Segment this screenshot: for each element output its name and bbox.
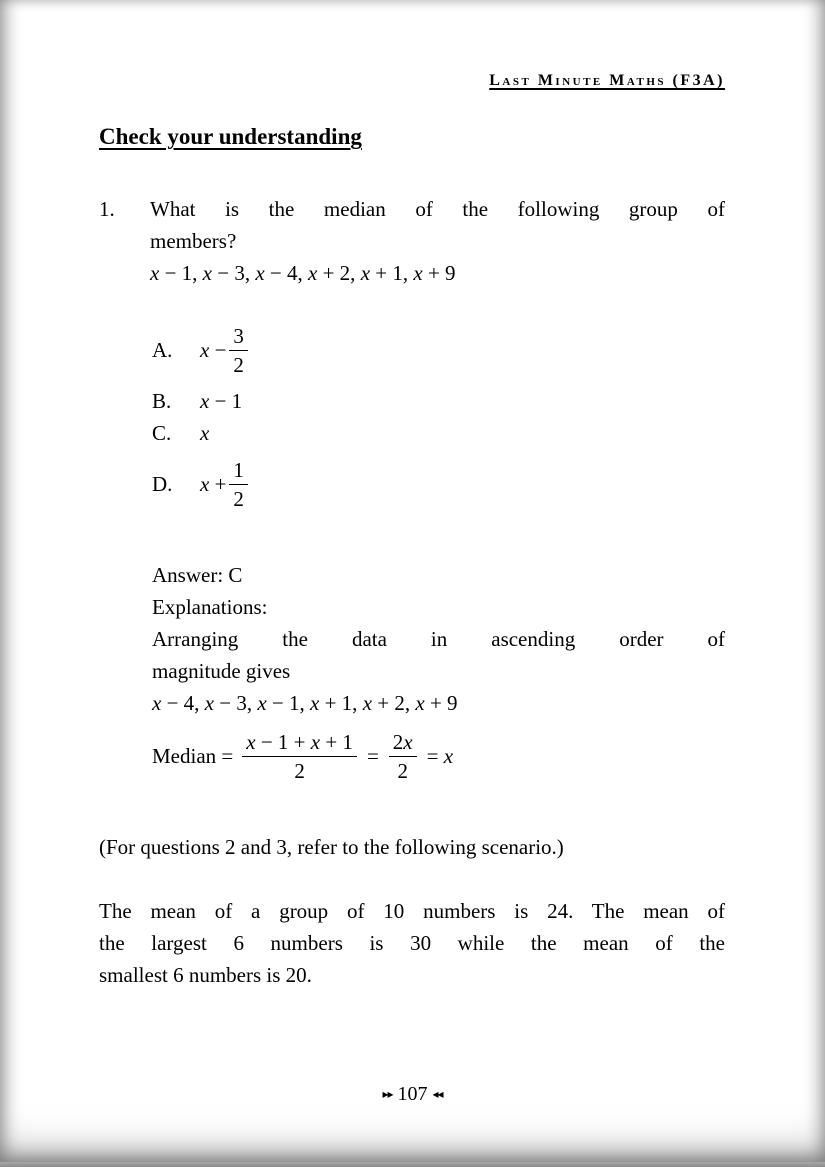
- fraction-denominator: 2: [233, 352, 244, 377]
- book-title: Last Minute Maths (F3A): [489, 72, 725, 89]
- fraction-numerator: x − 1 + x + 1: [242, 729, 357, 757]
- fraction-denominator: 2: [397, 758, 408, 783]
- fraction-numerator: 2x: [389, 729, 417, 757]
- question-data-line: x − 1, x − 3, x − 4, x + 2, x + 1, x + 9: [150, 261, 456, 285]
- option-b-label: B.: [152, 389, 172, 413]
- sorted-data-line: x − 4, x − 3, x − 1, x + 1, x + 2, x + 9: [152, 691, 458, 715]
- page-header: [99, 62, 725, 97]
- median-fraction-1: [242, 729, 357, 784]
- option-d: [152, 449, 725, 519]
- option-a-fraction: [229, 323, 248, 378]
- option-d-label: D.: [152, 472, 173, 496]
- option-d-fraction: [229, 457, 248, 512]
- page-footer: [0, 1078, 825, 1110]
- fraction-numerator: 3: [229, 323, 248, 351]
- option-a-expression: x −: [200, 338, 227, 362]
- back-arrows-icon: ◂◂: [432, 1087, 443, 1101]
- question-text-line-2: members?: [150, 229, 237, 253]
- option-c-label: C.: [152, 421, 172, 445]
- median-result: = x: [426, 744, 454, 768]
- median-equation: [152, 721, 725, 791]
- explanations-heading: Explanations:: [152, 595, 268, 619]
- question-text-line-1: What is the median of the following group of: [150, 197, 725, 221]
- scenario-line-2: the largest 6 numbers is 30 while the mean of the: [99, 931, 725, 955]
- median-fraction-2: [389, 729, 417, 784]
- answer-options: [152, 315, 725, 519]
- page-bottom-edge: [0, 1162, 825, 1167]
- option-a: [152, 315, 725, 385]
- explanation-line-1: Arranging the data in ascending order of: [152, 627, 725, 651]
- option-b-expression: x − 1: [200, 389, 243, 413]
- answer-line: Answer: C: [152, 563, 243, 587]
- fraction-denominator: 2: [294, 758, 305, 783]
- option-d-expression: x +: [200, 472, 227, 496]
- scenario-note: (For questions 2 and 3, refer to the following scenario.): [99, 835, 564, 859]
- median-label: Median =: [152, 744, 234, 768]
- page-number: 107: [397, 1083, 428, 1105]
- option-c: [152, 417, 725, 449]
- question-1: [99, 193, 725, 289]
- explanation-line-2: magnitude gives: [152, 659, 291, 683]
- equals-sign: =: [366, 744, 379, 768]
- section-title: Check your understanding: [99, 124, 362, 149]
- answer-section: [152, 559, 725, 791]
- scenario-line-1: The mean of a group of 10 numbers is 24. The mean of: [99, 899, 725, 923]
- fraction-denominator: 2: [233, 486, 244, 511]
- scenario-paragraph: [99, 895, 725, 991]
- fraction-numerator: 1: [229, 457, 248, 485]
- question-body: [150, 193, 725, 289]
- question-number: 1.: [99, 197, 115, 221]
- option-c-expression: x: [200, 421, 210, 445]
- forward-arrows-icon: ▸▸: [382, 1087, 393, 1101]
- option-b: [152, 385, 725, 417]
- scenario-line-3: smallest 6 numbers is 20.: [99, 963, 312, 987]
- option-a-label: A.: [152, 338, 173, 362]
